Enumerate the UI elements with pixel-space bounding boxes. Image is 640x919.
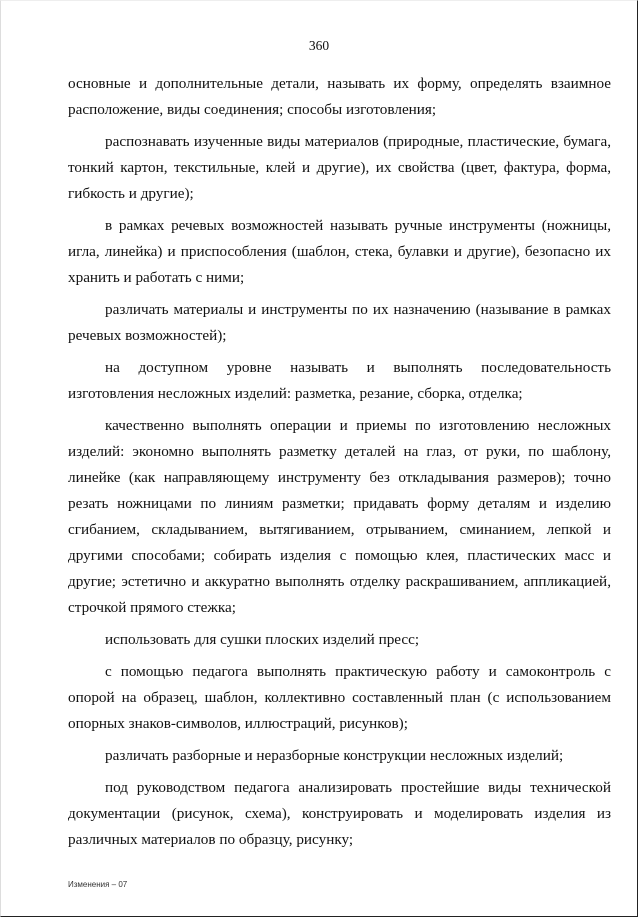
paragraph-2: распознавать изученные виды материалов (природные, пластические, бумага, тонкий картон, текстильные, клей и другие), их свойства (цвет, фактура, форма, гибкость и другие);	[68, 133, 611, 202]
page-number: 360	[308, 38, 330, 53]
paragraph-4: различать материалы и инструменты по их назначению (называние в рамках речевых возможностей);	[68, 301, 611, 344]
paragraph-9: различать разборные и неразборные конструкции несложных изделий;	[105, 747, 564, 764]
paragraph-6: качественно выполнять операции и приемы по изготовлению несложных изделий: экономно выполнять разметку деталей на глаз, от руки, по шаблону, линейке (как направляющему инструменту без откладывания размеров); точно резать ножницами по линиям разметки; придавать форму деталям и изделию сгибанием, складыванием, вытягиванием, отрыванием, сминанием, лепкой и другими способами; собирать изделия с помощью клея, пластических масс и другие; эстетично и аккуратно выполнять отделку раскрашиванием, аппликацией, строчкой прямого стежка;	[68, 417, 611, 616]
paragraph-1: основные и дополнительные детали, называть их форму, определять взаимное расположение, виды соединения; способы изготовления;	[68, 75, 611, 118]
footer-revision: Изменения – 07	[68, 880, 128, 889]
paragraph-7: использовать для сушки плоских изделий пресс;	[105, 631, 420, 648]
paragraph-8: с помощью педагога выполнять практическую работу и самоконтроль с опорой на образец, шаблон, коллективно составленный план (с использованием опорных знаков-символов, иллюстраций, рисунков);	[68, 663, 611, 732]
paragraph-10: под руководством педагога анализировать простейшие виды технической документации (рисунок, схема), конструировать и моделировать изделия из различных материалов по образцу, рисунку;	[68, 779, 611, 848]
paragraph-3: в рамках речевых возможностей называть ручные инструменты (ножницы, игла, линейка) и приспособления (шаблон, стека, булавки и другие), безопасно их хранить и работать с ними;	[68, 217, 611, 286]
document-body	[68, 71, 611, 859]
paragraph-5: на доступном уровне называть и выполнять последовательность изготовления несложных изделий: разметка, резание, сборка, отделка;	[68, 359, 611, 402]
